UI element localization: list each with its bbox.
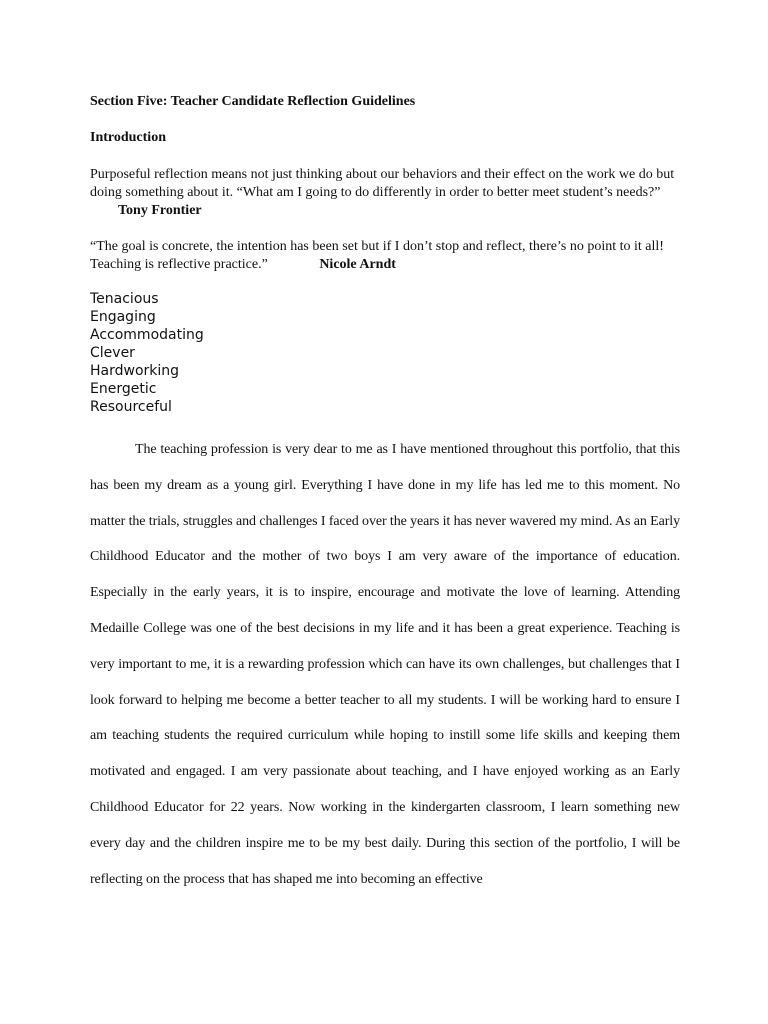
quote-frontier-author: Tony Frontier (118, 203, 202, 218)
traits-list (90, 290, 680, 416)
quote-frontier (90, 166, 680, 220)
trait-item: Engaging (90, 309, 156, 325)
trait-item: Resourceful (90, 399, 172, 415)
trait-item: Hardworking (90, 363, 180, 379)
reflection-essay-paragraph: The teaching profession is very dear to me as I have mentioned throughout this portfolio, that this has been my dream as a young girl. Everything I have done in my life has led me to this moment. No matter the trials, struggles and challenges I faced over the years it has never wavered my mind. As an Early Childhood Educator and the mother of two boys I am very aware of the importance of education. Especially in the early years, it is to inspire, encourage and motivate the love of learning. Attending Medaille College was one of the best decisions in my life and it has been a great experience. Teaching is very important to me, it is a rewarding profession which can have its own challenges, but challenges that I look forward to helping me become a better teacher to all my students. I will be working hard to ensure I am teaching students the required curriculum while hoping to instill some life skills and keeping them motivated and engaged. I am very passionate about teaching, and I have enjoyed working as an Early Childhood Educator for 22 years. Now working in the kindergarten classroom, I learn something new every day and the children inspire me to be my best daily. During this section of the portfolio, I will be reflecting on the process that has shaped me into becoming an effective (90, 442, 680, 887)
trait-item: Energetic (90, 381, 157, 397)
quote-arndt-author: Nicole Arndt (319, 257, 396, 272)
section-title: Section Five: Teacher Candidate Reflection Guidelines (90, 94, 416, 109)
trait-item: Accommodating (90, 327, 204, 343)
quote-arndt (90, 238, 680, 274)
trait-item: Clever (90, 345, 135, 361)
quote-frontier-text: Purposeful reflection means not just thinking about our behaviors and their effect on the work we do but doing something about it. “What am I going to do differently in order to better meet student’s needs?” (90, 167, 675, 200)
quote-arndt-text: “The goal is concrete, the intention has been set but if I don’t stop and reflect, there’s no point to it all! Teaching is reflective practice.” (90, 239, 664, 272)
introduction-heading: Introduction (90, 130, 166, 145)
document-page (90, 93, 680, 911)
trait-item: Tenacious (90, 291, 159, 307)
